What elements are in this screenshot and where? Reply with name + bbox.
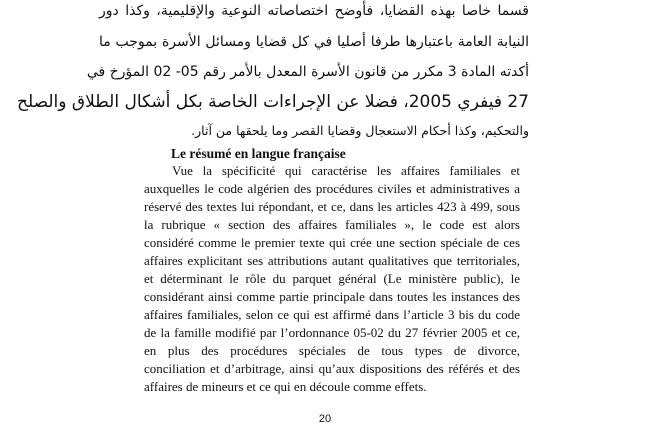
french-line-9: affaires familiales, selon ce qui est affirmé dans l’article 3 bis du code [144,307,520,322]
french-line-13: affaires de mineurs et ce qui en découle comme effets. [144,379,427,394]
arabic-line-2: النيابة العامة باعتبارها طرفا أصليا في كل قضايا ومسائل الأسرة بموجب ما [99,34,529,50]
french-line-8: considérant ainsi comme partie principale dans toutes les instances des [144,289,520,304]
french-line-11: en plus des procédures spéciales de tous types de divorce, [144,343,520,358]
french-line-1: Vue la spécificité qui caractérise les affaires familiales et [172,163,520,178]
arabic-line-4: 27 فيفري 2005، فضلا عن الإجراءات الخاصة بكل أشكال الطلاق والصلح [17,92,529,112]
arabic-line-1: قسما خاصا بهذه القضايا، فأوضح اختصاصاته النوعية والإقليمية، وكذا دور [99,3,529,19]
french-line-12: conciliation et d’arbitrage, ainsi qu’aux dispositions des référés et des [144,361,520,376]
french-line-3: réservé des textes lui répondant, et ce, dans les articles 423 à 499, sous [144,199,520,214]
french-summary-title: Le résumé en langue française [171,146,346,161]
french-line-4: la rubrique « section des affaires familiales », le code est alors [144,217,520,232]
arabic-line-5: والتحكيم، وكذا أحكام الاستعجال وقضايا القصر وما يلحقها من آثار. [191,123,529,138]
french-line-10: de la famille modifié par l’ordonnance 05-02 du 27 février 2005 et ce, [144,325,520,340]
french-line-5: considéré comme le premier texte qui crée une section spéciale de ces [144,235,520,250]
page-number: 20 [318,413,332,425]
french-line-2: auxquelles le code algérien des procédures civiles et administratives a [144,181,520,196]
french-line-6: affaires explicitant ses attributions autant qualitatives que territoriales, [144,253,520,268]
french-line-7: et déterminant le rôle du parquet général (Le ministère public), le [144,271,520,286]
arabic-line-3: أكدته المادة 3 مكرر من قانون الأسرة المعدل بالأمر رقم 05- 02 المؤرخ في [86,64,529,80]
